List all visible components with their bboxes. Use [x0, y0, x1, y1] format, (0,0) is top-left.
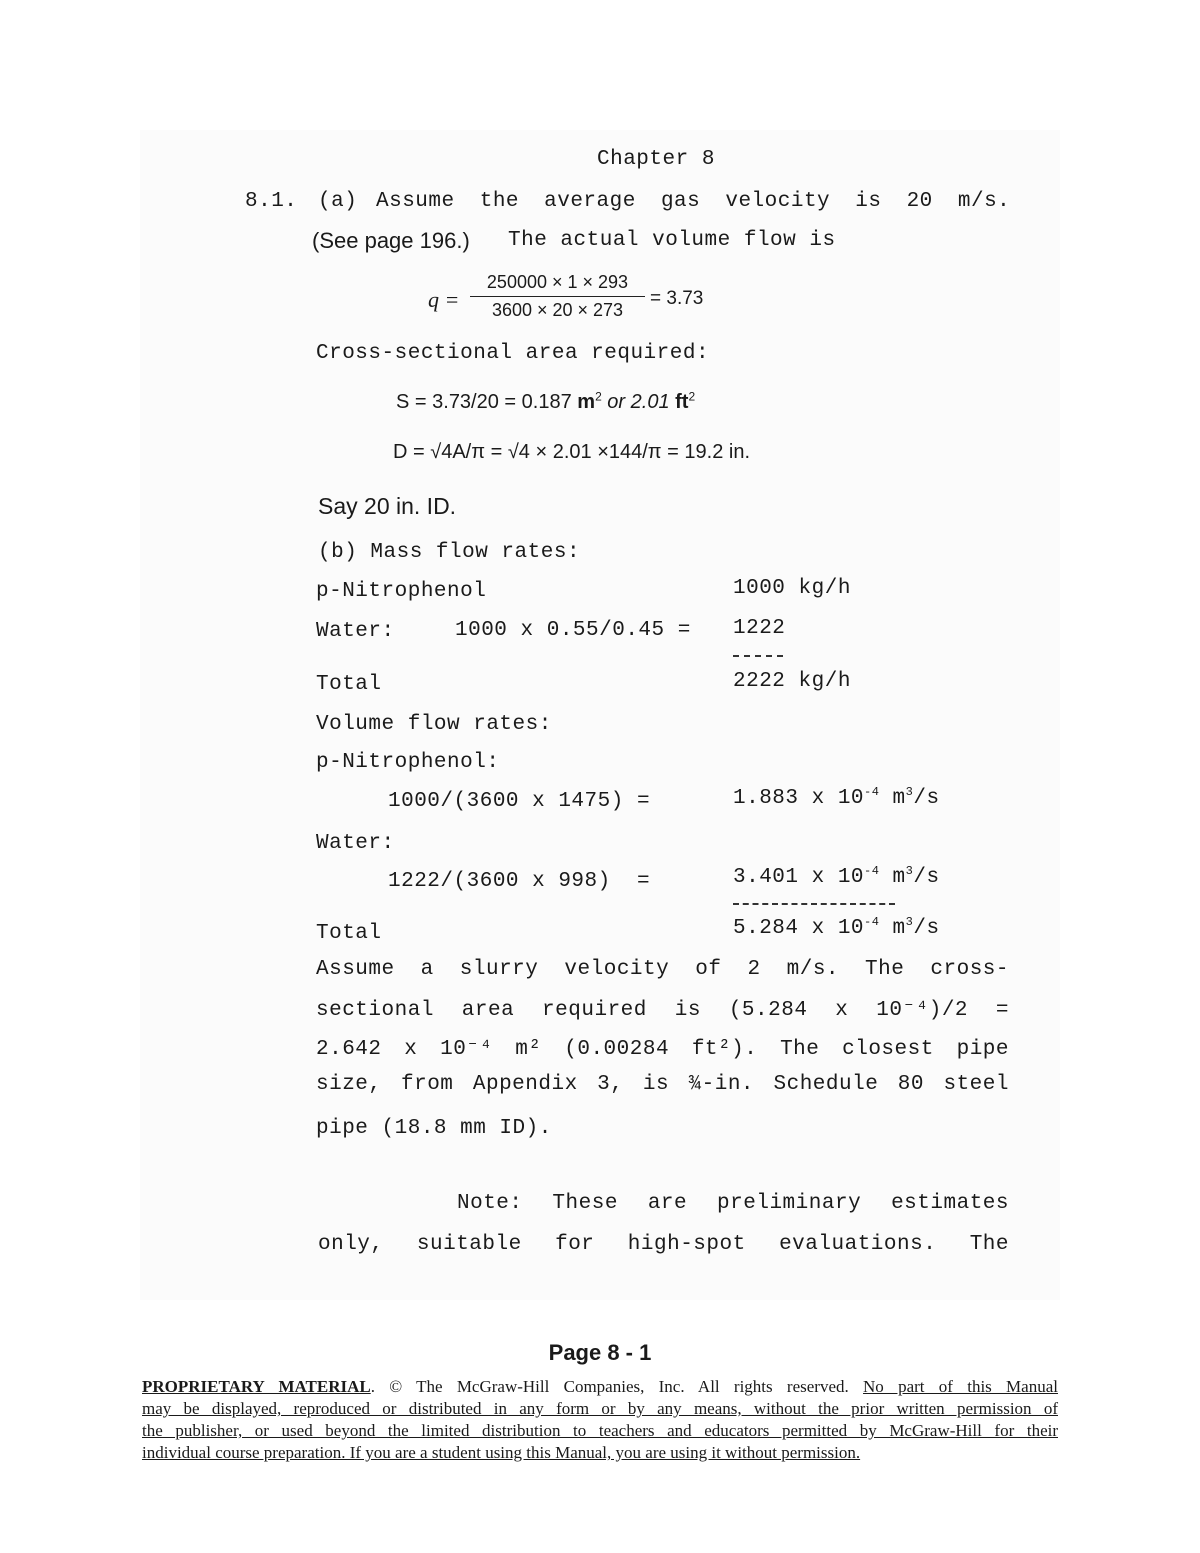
notice-line-3: the publisher, or used beyond the limited distribution to teachers and educators permitted by McGraw-Hill for their — [142, 1421, 1058, 1440]
pn-calc: 1000/(3600 x 1475) = — [388, 790, 651, 813]
notice-line-2: may be displayed, reproduced or distributed in any form or by any means, without the prior written permission of — [142, 1399, 1058, 1418]
pn-exp: -4 — [864, 785, 880, 799]
s-unit-m: m — [577, 391, 596, 413]
water-unit-sup: 3 — [905, 864, 914, 878]
q-result: = 3.73 — [650, 288, 704, 309]
paragraph-line-3: 2.642 x 10⁻⁴ m² (0.00284 ft²). The closest pipe — [316, 1038, 1009, 1061]
pn-value-base: 1.883 x 10 — [733, 787, 865, 810]
area-heading: Cross-sectional area required: — [316, 342, 710, 365]
q-fraction — [470, 272, 645, 321]
total-label: Total — [316, 922, 382, 945]
mass-row-1-label: p-Nitrophenol — [316, 580, 487, 603]
total-exp: -4 — [864, 915, 880, 929]
paragraph-line-4: size, from Appendix 3, is ¾-in. Schedule 80 steel — [316, 1073, 1009, 1096]
mass-row-2-value: 1222 — [733, 617, 786, 640]
proprietary-notice — [142, 1376, 1058, 1464]
paragraph-line-1: Assume a slurry velocity of 2 m/s. The cross- — [316, 958, 1009, 981]
s-equation-left: S = 3.73/20 = 0.187 — [396, 391, 578, 413]
volume-heading: Volume flow rates: — [316, 713, 552, 736]
part-b-heading: (b) Mass flow rates: — [318, 541, 581, 564]
q-numerator: 250000 × 1 × 293 — [470, 272, 645, 297]
total-value — [733, 917, 940, 940]
mass-row-3-label: Total — [316, 673, 382, 696]
water-unit: m — [892, 866, 906, 889]
water-calc: 1222/(3600 x 998) = — [388, 870, 651, 893]
notice-line-4: individual course preparation. If you are a student using this Manual, you are using it without permission. — [142, 1443, 861, 1462]
total-unit-suffix: /s — [913, 917, 940, 940]
say-line: Say 20 in. ID. — [318, 493, 457, 519]
note-line-1: Note: These are preliminary estimates — [457, 1192, 1009, 1215]
part-a-label: (a) — [318, 190, 358, 213]
part-a-line1: Assume the average gas velocity is 20 m/s. — [376, 190, 1011, 213]
s-equation — [396, 391, 695, 414]
see-page-ref: (See page 196.) — [312, 228, 470, 253]
mass-sum-rule — [733, 655, 783, 657]
water-value — [733, 866, 940, 889]
water-value-base: 3.401 x 10 — [733, 866, 865, 889]
q-denominator: 3600 × 20 × 273 — [491, 300, 624, 320]
water-exp: -4 — [864, 864, 880, 878]
paragraph-line-2: sectional area required is (5.284 x 10⁻⁴)/2 = — [316, 999, 1009, 1022]
water-label: Water: — [316, 832, 395, 855]
pn-value — [733, 787, 940, 810]
water-unit-suffix: /s — [913, 866, 940, 889]
problem-number: 8.1. — [245, 190, 298, 213]
d-equation-text: D = √4A/π = √4 × 2.01 ×144/π = 19.2 — [393, 441, 724, 463]
total-value-base: 5.284 x 10 — [733, 917, 865, 940]
pn-unit-suffix: /s — [913, 787, 940, 810]
pn-label: p-Nitrophenol: — [316, 751, 500, 774]
note-line-2: only, suitable for high-spot evaluations. The — [318, 1233, 1009, 1256]
total-unit-sup: 3 — [905, 915, 914, 929]
paragraph-line-5: pipe (18.8 mm ID). — [316, 1117, 552, 1140]
notice-text-1: No part of this Manual — [863, 1377, 1058, 1396]
s-sup-m: 2 — [595, 389, 602, 404]
s-unit-ft: ft — [675, 391, 689, 413]
d-unit: in. — [728, 441, 751, 463]
mass-row-3-value: 2222 kg/h — [733, 670, 851, 693]
volume-sum-rule — [733, 903, 895, 905]
mass-row-2-calc: 1000 x 0.55/0.45 = — [455, 619, 691, 642]
chapter-title: Chapter 8 — [597, 148, 715, 171]
proprietary-label: PROPRIETARY MATERIAL — [142, 1377, 371, 1396]
d-equation — [393, 441, 750, 464]
notice-line-1 — [142, 1376, 1058, 1398]
page-number: Page 8 - 1 — [548, 1340, 652, 1365]
q-symbol: q = — [428, 287, 460, 312]
pn-unit: m — [892, 787, 906, 810]
pn-unit-sup: 3 — [905, 785, 914, 799]
copyright-text: . © The McGraw-Hill Companies, Inc. All rights reserved. — [370, 1377, 864, 1396]
s-sup-ft: 2 — [688, 389, 696, 404]
s-or: or 2.01 — [601, 391, 676, 413]
total-unit: m — [892, 917, 906, 940]
part-a-line2: The actual volume flow is — [508, 229, 836, 252]
mass-row-2-label: Water: — [316, 620, 395, 643]
mass-row-1-value: 1000 kg/h — [733, 577, 851, 600]
